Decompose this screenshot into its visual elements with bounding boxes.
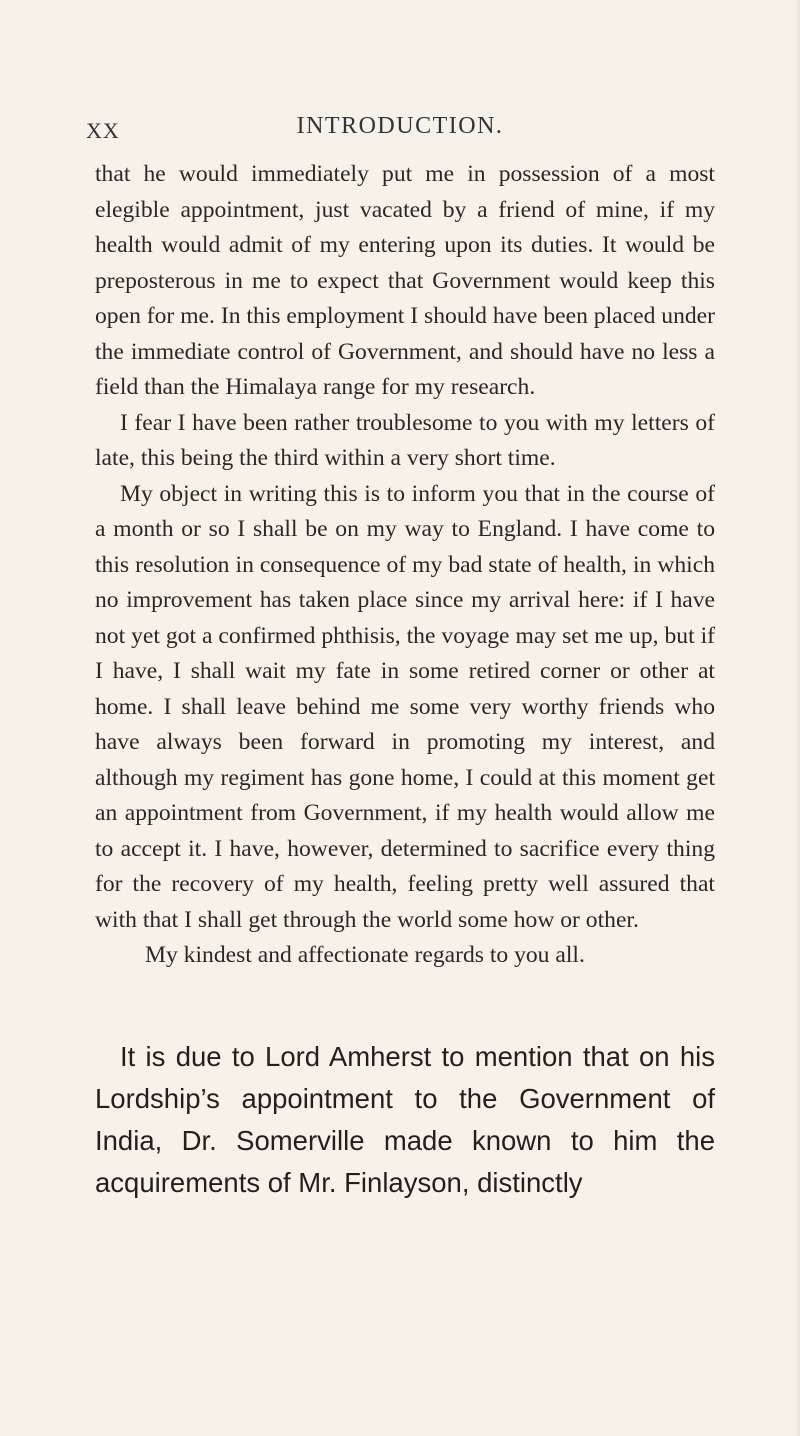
paragraph: My object in writing this is to inform you that in the course of a month or so I shall be on my way to England. I have come to this resolution in consequence of my bad state of health, in which no improvement has taken place since my arrival here: if I have not yet got a confirmed phthisis, the voyage may set me up, but if I have, I shall wait my fate in some retired corner or other at home. I shall leave behind me some very worthy friends who have always been forward in promoting my interest, and although my regiment has gone home, I could at this moment get an appointment from Government, if my health would allow me to accept it. I have, however, determined to sacrifice every thing for the recovery of my health, feeling pretty well assured that with that I shall get through the world some how or other. (95, 480, 715, 933)
page-edge (794, 0, 800, 1436)
page-number: XX (86, 118, 120, 143)
note-paragraph: It is due to Lord Amherst to mention that on his Lordship’s appointment to the Government of India, Dr. Somerville made known to him the acquirements of Mr. Finlayson, distinctly (95, 1041, 715, 1198)
running-title: INTRODUCTION. (296, 113, 504, 139)
paragraph: My kindest and affectionate regards to you all. (145, 942, 585, 968)
paragraph: that he would immediately put me in possession of a most elegible appointment, just vacated by a friend of mine, if my health would admit of my entering upon its duties. It would be preposterous in me to expect that Government would keep this open for me. In this employment I should have been placed under the immediate control of Government, and should have no less a field than the Himalaya range for my research. (95, 161, 715, 400)
letter-text (95, 157, 715, 974)
paragraph: I fear I have been rather troublesome to you with my letters of late, this being the third within a very short time. (95, 409, 715, 471)
editorial-note (95, 1036, 715, 1204)
